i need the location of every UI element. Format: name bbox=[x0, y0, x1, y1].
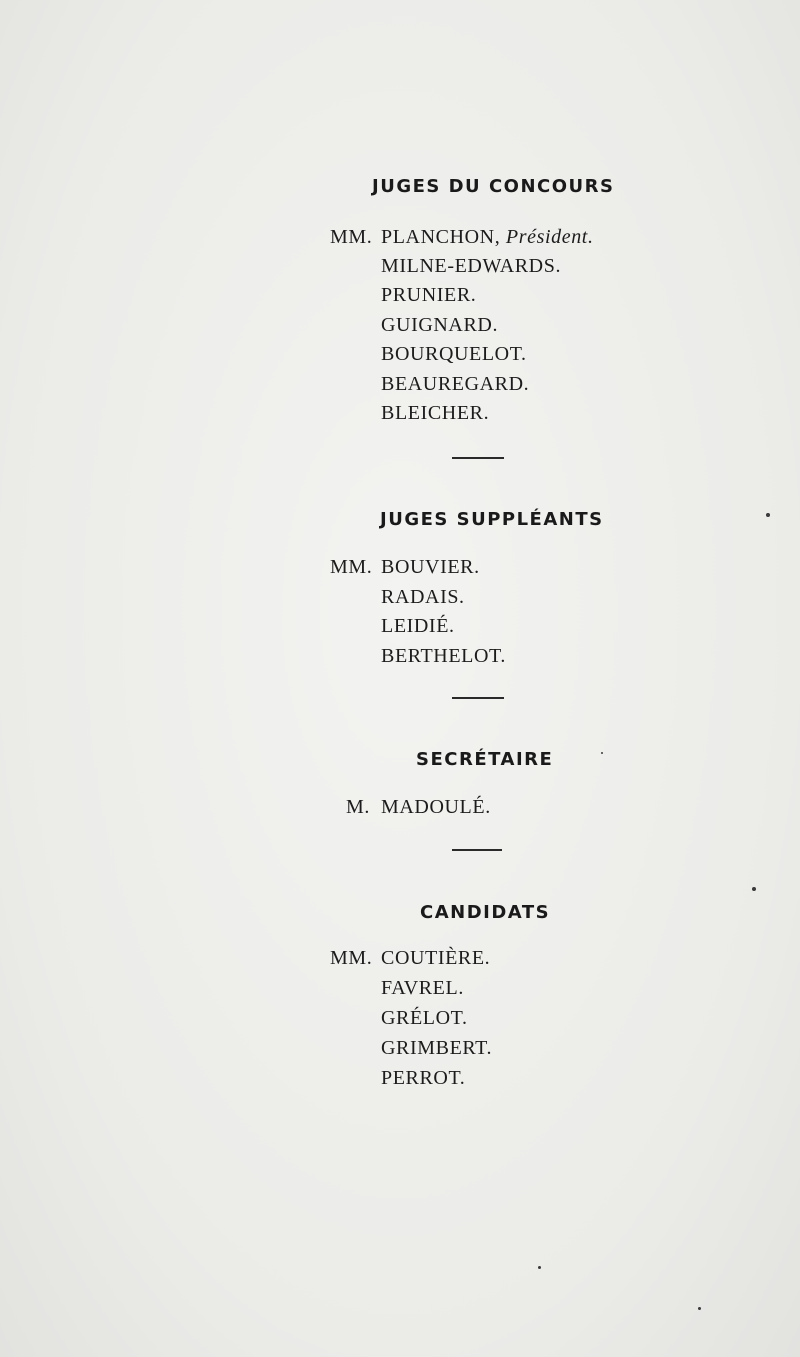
prefix-mm: MM. bbox=[330, 947, 373, 969]
prefix-mm: MM. bbox=[330, 226, 373, 248]
judge-name: BEAUREGARD. bbox=[381, 373, 530, 395]
secretary-name: MADOULÉ. bbox=[381, 796, 491, 818]
prefix-mm: MM. bbox=[330, 556, 373, 578]
alternate-judge-name: RADAIS. bbox=[381, 586, 465, 608]
candidate-name: COUTIÈRE. bbox=[381, 947, 491, 969]
candidate-name: FAVREL. bbox=[381, 977, 464, 999]
section-divider bbox=[452, 697, 504, 699]
paper-speck bbox=[538, 1266, 541, 1269]
candidate-name: GRÉLOT. bbox=[381, 1007, 468, 1029]
heading-candidats: CANDIDATS bbox=[420, 902, 551, 923]
judge-name: BLEICHER. bbox=[381, 402, 490, 424]
candidate-name: GRIMBERT. bbox=[381, 1037, 493, 1059]
alternate-judge-name: BERTHELOT. bbox=[381, 645, 506, 667]
section-divider bbox=[452, 849, 502, 851]
alternate-judge-name: LEIDIÉ. bbox=[381, 615, 455, 637]
alternate-judge-name: BOUVIER. bbox=[381, 556, 480, 578]
candidate-name: PERROT. bbox=[381, 1067, 466, 1089]
prefix-m: M. bbox=[346, 796, 370, 818]
judge-president bbox=[381, 227, 594, 247]
paper-speck bbox=[698, 1307, 701, 1310]
paper-speck bbox=[752, 887, 756, 891]
judge-name: PLANCHON, bbox=[381, 226, 501, 248]
judge-name: MILNE-EDWARDS. bbox=[381, 255, 562, 277]
heading-juges-du-concours: JUGES DU CONCOURS bbox=[372, 176, 615, 197]
president-title: Président. bbox=[505, 226, 594, 248]
heading-secretaire: SECRÉTAIRE bbox=[416, 749, 554, 770]
paper-speck bbox=[601, 752, 603, 754]
section-divider bbox=[452, 457, 504, 459]
judge-name: BOURQUELOT. bbox=[381, 343, 527, 365]
judge-name: GUIGNARD. bbox=[381, 314, 499, 336]
judge-name: PRUNIER. bbox=[381, 284, 477, 306]
heading-juges-suppleants: JUGES SUPPLÉANTS bbox=[380, 509, 604, 530]
paper-speck bbox=[766, 513, 770, 517]
